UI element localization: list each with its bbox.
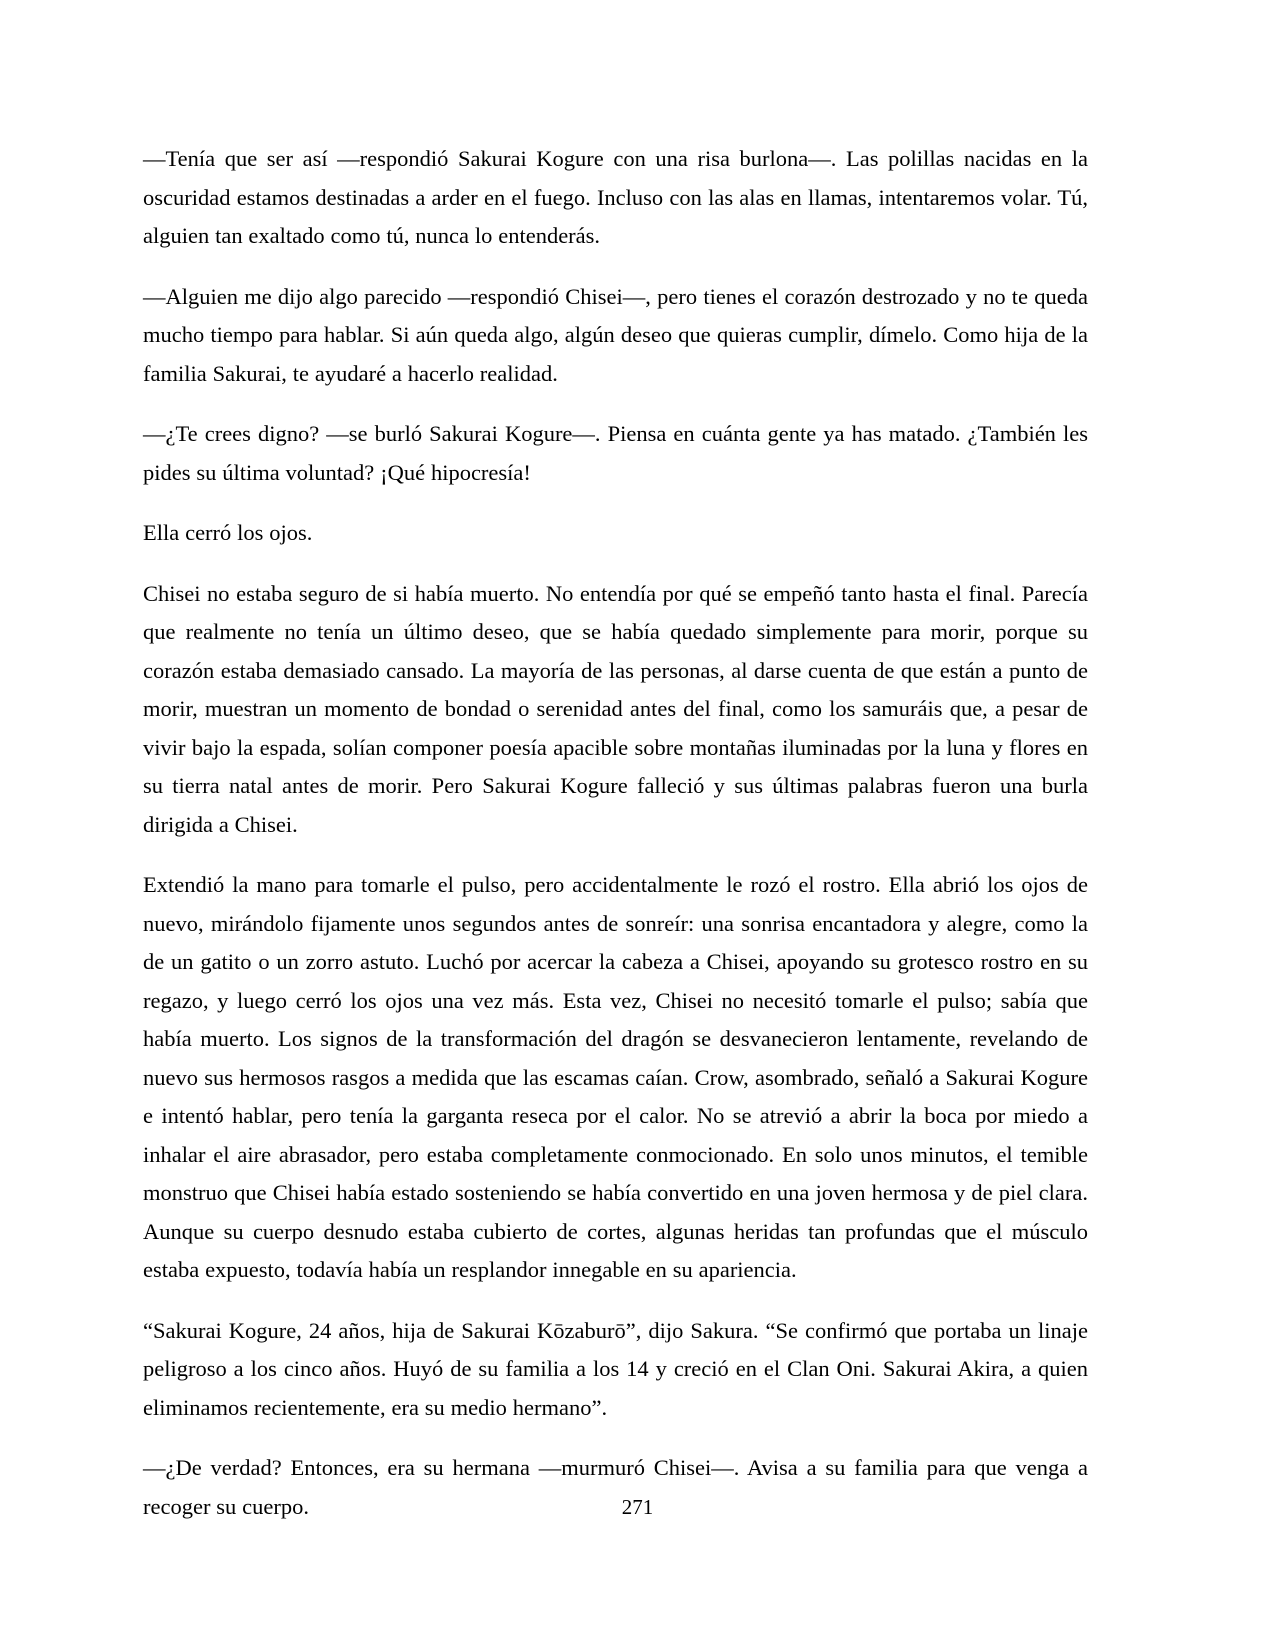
paragraph: Extendió la mano para tomarle el pulso, pero accidentalmente le rozó el rostro. Ella abrió los ojos de nuevo, mirándolo fijamente unos segundos antes de sonreír: una sonrisa encantadora y alegre, como la de un gatito o un zorro astuto. Luchó por acercar la cabeza a Chisei, apoyando su grotesco rostro en su regazo, y luego cerró los ojos una vez más. Esta vez, Chisei no necesitó tomarle el pulso; sabía que había muerto. Los signos de la transformación del dragón se desvanecieron lentamente, revelando de nuevo sus hermosos rasgos a medida que las escamas caían. Crow, asombrado, señaló a Sakurai Kogure e intentó hablar, pero tenía la garganta reseca por el calor. No se atrevió a abrir la boca por miedo a inhalar el aire abrasador, pero estaba completamente conmocionado. En solo unos minutos, el temible monstruo que Chisei había estado sosteniendo se había convertido en una joven hermosa y de piel clara. Aunque su cuerpo desnudo estaba cubierto de cortes, algunas heridas tan profundas que el músculo estaba expuesto, todavía había un resplandor innegable en su apariencia.	[143, 872, 1088, 1282]
paragraph: Chisei no estaba seguro de si había muerto. No entendía por qué se empeñó tanto hasta el final. Parecía que realmente no tenía un último deseo, que se había quedado simplemente para morir, porque su corazón estaba demasiado cansado. La mayoría de las personas, al darse cuenta de que están a punto de morir, muestran un momento de bondad o serenidad antes del final, como los samuráis que, a pesar de vivir bajo la espada, solían componer poesía apacible sobre montañas iluminadas por la luna y flores en su tierra natal antes de morir. Pero Sakurai Kogure falleció y sus últimas palabras fueron una burla dirigida a Chisei.	[143, 580, 1088, 837]
paragraph: Ella cerró los ojos.	[143, 520, 313, 545]
paragraph: —Tenía que ser así —respondió Sakurai Kogure con una risa burlona—. Las polillas nacidas en la oscuridad estamos destinadas a arder en el fuego. Incluso con las alas en llamas, intentaremos volar. Tú, alguien tan exaltado como tú, nunca lo entenderás.	[143, 146, 1088, 248]
paragraph: “Sakurai Kogure, 24 años, hija de Sakurai Kōzaburō”, dijo Sakura. “Se confirmó que portaba un linaje peligroso a los cinco años. Huyó de su familia a los 14 y creció en el Clan Oni. Sakurai Akira, a quien eliminamos recientemente, era su medio hermano”.	[143, 1317, 1088, 1420]
paragraph: —¿Te crees digno? —se burló Sakurai Kogure—. Piensa en cuánta gente ya has matado. ¿También les pides su última voluntad? ¡Qué hipocresía!	[143, 421, 1088, 485]
paragraph: —¿De verdad? Entonces, era su hermana —murmuró Chisei—. Avisa a su familia para que venga a recoger su cuerpo.	[143, 1455, 1088, 1519]
paragraph: —Alguien me dijo algo parecido —respondió Chisei—, pero tienes el corazón destrozado y no te queda mucho tiempo para hablar. Si aún queda algo, algún deseo que quieras cumplir, dímelo. Como hija de la familia Sakurai, te ayudaré a hacerlo realidad.	[143, 283, 1088, 386]
page-number: 271	[621, 1495, 654, 1519]
page-text-body	[143, 140, 1088, 1526]
